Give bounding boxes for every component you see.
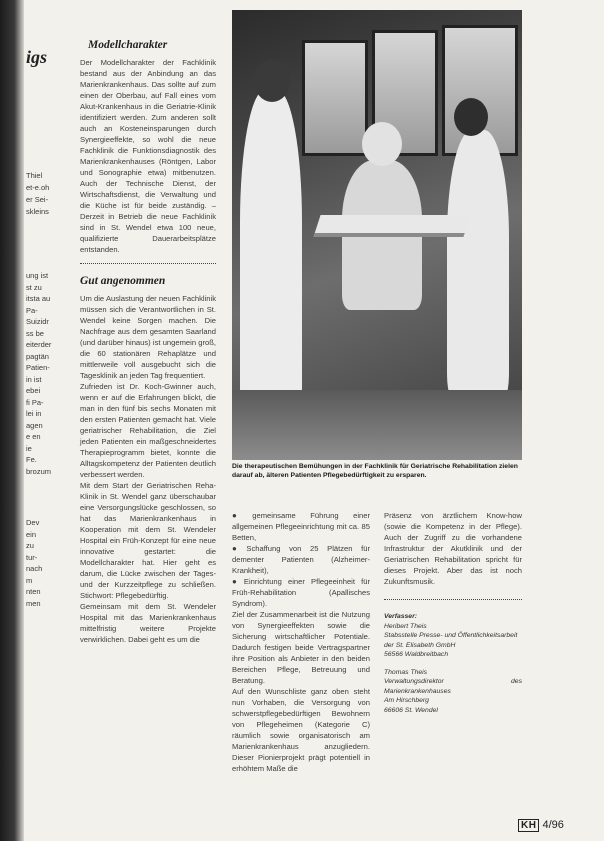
paragraph: Der Modellcharakter der Fachklinik bestand aus der Anbindung an das Marienkrankenhaus. Das sollte auf zum einen der Oberbau, auf Fall eines vom Akut-Krankenhaus in die Geriatrie-Klinik identifiziert werden. Zum anderen sollt auch an Kosteneinsparungen durch Synergieeffekte, so wohl die neue Fachklinik die Funktionsdiagnostik des Marienkrankenhauses (Röntgen, Labor und Sonographie etwa) mitbenutzen. Auch der Technische Dienst, der Wirtschaftsdienst, die Verwaltung und die Küche ist für beide zuständig. – Derzeit in Betrieb die neue Fachklinik sind in St. Wendel etwa 100 neue, qualifizierte Dauerarbeitsplätze entstanden. xyxy=(80,58,216,254)
photo-person-left xyxy=(240,90,302,420)
paragraph: Ziel der Zusammenarbeit ist die Nutzung von Synergieeffekten sowie die Sicherung wirtschaftlicher Potentiale. Dadurch festigen beide Vertragspartner ihre Position als Anbieter in den beiden Bereichen Pflege, Betreuung und Beratung. xyxy=(232,610,370,685)
edge-text-fragment: e en xyxy=(26,432,41,441)
edge-text-fragment: nach xyxy=(26,564,43,573)
edge-text-fragment: Pa- xyxy=(26,305,38,315)
edge-title: igs xyxy=(26,47,48,67)
author-line: Heribert Theis xyxy=(384,622,427,630)
bullet-icon: ● xyxy=(232,577,241,586)
divider xyxy=(384,599,522,600)
authors-block xyxy=(384,612,522,715)
author-line: Thomas Theis xyxy=(384,668,428,676)
authors-label: Verfasser: xyxy=(384,613,417,620)
bullet-icon: ● xyxy=(232,544,244,553)
column-2 xyxy=(232,510,370,774)
photo-caption: Die therapeutischen Bemühungen in der Fachklinik für Geriatrische Rehabilitation zielen darauf ab, älteren Patienten Pflegebedürftigkeit zu ersparen. xyxy=(232,463,518,479)
author-line: Verwaltungsdirektor des Marienkrankenhauses xyxy=(384,678,522,695)
edge-text-fragment: Fe. xyxy=(26,455,37,464)
edge-text-fragment: m xyxy=(26,575,33,585)
photo-person-right-head xyxy=(454,98,488,136)
edge-text-fragment: itsta au xyxy=(26,294,51,303)
paragraph: Mit dem Start der Geriatrischen Reha-Klinik in St. Wendel ganz überschaubar eine Versorgungslücke geschlossen, so hat das Marienkrankenhaus in Kooperation mit dem St. Wendeler Hospital ein Früh-Konzept für eine neue innovative gestartet: die Modellcharakter hat. Hier geht es darum, die Lücke zwischen der Tages- und der Kurzzeitpflege zu schließen. Stichwort: Pflegebedürftig. xyxy=(80,481,216,600)
edge-text-fragment: lei in xyxy=(26,409,42,418)
previous-page-edge xyxy=(26,40,66,820)
edge-text-fragment: pagtän xyxy=(26,351,49,361)
paragraph: Zufrieden ist Dr. Koch-Gwinner auch, wenn er auf die Erfahrungen blickt, die man in den fünf bis sechs Monaten mit den ersten Patienten gemacht hat. Viele geriatrischer Rehabilitation, die Ziel jeden Patienten ein maßgeschneidertes Therapieprogramm bietet, konnte die Alltagskompetenz der Patienten deutlich verbessert werden. xyxy=(80,382,216,479)
bullet-text: Einrichtung einer Pflegeeinheit für Früh-Rehabilitation (Apallisches Syndrom). xyxy=(232,577,370,608)
photo-person-right xyxy=(447,130,509,400)
edge-text-fragment: men xyxy=(26,598,41,608)
photo-rehabilitation xyxy=(232,10,522,460)
edge-text-fragment: nten xyxy=(26,587,41,596)
bullet-text: gemeinsame Führung einer allgemeinen Pflegeeinrichtung mit ca. 85 Betten, xyxy=(232,511,370,542)
edge-text-fragment: er Sei- xyxy=(26,195,49,204)
author-line: 56566 Waldbreitbach xyxy=(384,651,449,658)
paragraph: Gemeinsam mit dem St. Wendeler Hospital mit das Marienkrankenhaus mittelfristig weitere Projekte verwirklichen. Dabei geht es um die xyxy=(80,602,216,644)
author-line: 66606 St. Wendel xyxy=(384,706,438,714)
bullet-item xyxy=(232,576,370,609)
column-3 xyxy=(384,510,522,715)
edge-text-fragment: agen xyxy=(26,420,43,430)
page-binding-shadow xyxy=(0,0,24,841)
edge-text-fragment: Patien- xyxy=(26,363,50,372)
edge-text-fragment: ebei xyxy=(26,386,41,395)
edge-text-fragment: in ist xyxy=(26,374,42,384)
heading-modellcharakter: Modellcharakter xyxy=(88,39,168,51)
bullet-text: Schaffung von 25 Plätzen für dementer Patienten (Alzheimer-Krankheit), xyxy=(232,544,370,575)
bullet-item xyxy=(232,510,370,543)
photo-therapy-table xyxy=(313,215,470,237)
author-line: der St. Elisabeth GmbH xyxy=(384,641,456,649)
edge-text-fragment: skleins xyxy=(26,207,49,216)
edge-text-fragment: ie xyxy=(26,443,32,453)
edge-text-fragment: Suizidr xyxy=(26,317,49,326)
edge-text-fragment: Dev xyxy=(26,518,40,527)
heading-gut-angenommen: Gut angenommen xyxy=(80,275,166,287)
column-1 xyxy=(80,40,216,645)
paragraph: Präsenz von ärztlichem Know-how (sowie die Kompetenz in der Pflege). Auch der Zugriff zu die vorhandene Infrastruktur der Akutklinik und der Geriatrischen Rehabilitation spricht für dieses Projekt. Aber das ist noch Zukunftsmusik. xyxy=(384,511,522,586)
paragraph: Um die Auslastung der neuen Fachklinik müssen sich die Verantwortlichen in St. Wendel keine Sorgen machen. Die Nachfrage aus dem gesamten Saarland (und darüber hinaus) ist ungemein groß, die 60 stationären Rehaplätze und mittlerweile voll ausgebucht sich die Tagesklinik an jeden Tag frequentiert. xyxy=(80,294,216,380)
bullet-item xyxy=(232,543,370,576)
photo-floor xyxy=(232,390,522,460)
edge-text-fragment: brozum xyxy=(26,466,52,476)
edge-text-fragment: tur- xyxy=(26,552,38,562)
edge-text-fragment: et-e.oh xyxy=(26,183,50,192)
edge-text-fragment: ss be xyxy=(26,328,44,338)
edge-text-fragment: ung ist xyxy=(26,271,49,280)
edge-text-fragment: Thiel xyxy=(26,171,43,180)
paragraph: Auf den Wunschliste ganz oben steht nun Vorhaben, die Versorgung von schwerstpflegebedürftigen Bewohnern von Pflegeheimen (Kategorie C) räumlich sowie organisatorisch am Marienkrankenhaus anzugliedern. Dieser Pionierprojekt prägt potentiell in erhöhtem Maße die xyxy=(232,687,370,773)
edge-text-fragment: st zu xyxy=(26,282,42,292)
issue-number: 4/96 xyxy=(542,819,564,831)
photo-patient-head xyxy=(362,122,402,166)
edge-text-fragment: ein xyxy=(26,529,37,539)
edge-text-fragment: fi Pa- xyxy=(26,397,44,407)
edge-text-fragment: eiterder xyxy=(26,340,52,349)
photo-person-left-head xyxy=(254,60,290,102)
issue-footer xyxy=(518,819,564,832)
edge-text-fragment: zu xyxy=(26,541,34,550)
author-line: Am Hirschberg xyxy=(384,697,429,704)
photo-window xyxy=(302,40,368,156)
author-line: Stabsstelle Presse- und Öffentlichkeitsarbeit xyxy=(384,632,518,639)
magazine-logo: KH xyxy=(518,819,539,832)
divider xyxy=(80,263,216,264)
bullet-icon: ● xyxy=(232,511,250,520)
